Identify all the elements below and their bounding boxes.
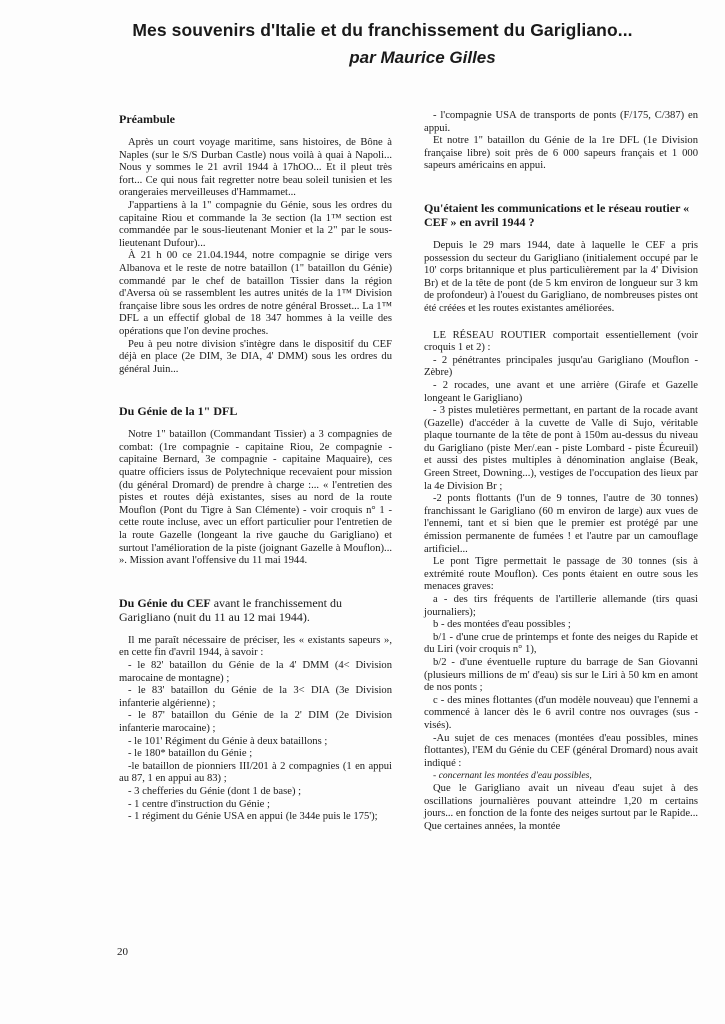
paragraph: J'appartiens à la 1" compagnie du Génie, sous les ordres du capitaine Riou et commande la 3e section (la 1™ section est commandée par le sous-lieutenant Monier et la 2" par le sous-lieutenant Dufour)... bbox=[119, 199, 392, 249]
paragraph: Après un court voyage maritime, sans histoires, de Bône à Naples (sur le S/S Durban Castle) nous voilà à quai à Napoli... Nous y sommes le 21 avril 1944 à 17hOO... Et il pleut très fort... Ce qui nous fait regretter notre beau soleil tunisien et les orangeraies merveilleuses d'Hammamet... bbox=[119, 137, 392, 199]
paragraph: b - des montées d'eau possibles ; bbox=[433, 619, 571, 631]
paragraph: -Au sujet de ces menaces (montées d'eau possibles, mines flottantes), l'EM du Génie du CEF (général Dromard) nous avait indiqué : bbox=[424, 732, 698, 769]
list-item: - 1 centre d'instruction du Génie ; bbox=[128, 798, 270, 810]
list-item: - 3 chefferies du Génie (dont 1 de base) ; bbox=[128, 785, 302, 797]
paragraph: a - des tirs fréquents de l'artillerie allemande (tirs quasi journaliers); bbox=[424, 594, 698, 618]
paragraph: - 3 pistes muletières permettant, en partant de la rocade avant (Gazelle) d'accéder à la cuvette de Valle di Sujo, véritable plaque tournante de la tête de pont à 150m au-dessus du niveau du Garigliano (piste Mer/.ean - piste Lombard - piste Écureuil) et aussi des pistes multiples à dénomination anglaise (Beak, Green Street, Downing...), vestiges de l'occupation des lieux par la 4e Division Br ; bbox=[424, 405, 698, 492]
page-number: 20 bbox=[117, 946, 128, 958]
paragraph: Depuis le 29 mars 1944, date à laquelle le CEF a pris possession du secteur du Garigliano (initialement occupé par le 10' corps britannique et plus particulièrement par la 4' Division Br) et de la tête de pont (de 5 km environ de longueur sur 3 km de profondeur) à l'ouest du Garigliano, de nombreuses pistes ont été créées et les routes existantes améliorées. bbox=[424, 239, 698, 314]
paragraph: Que le Garigliano avait un niveau d'eau sujet à des oscillations journalières pouvant atteindre 1,20 m certains jours... en fonction de la fonte des neiges surtout par le Rapide... Que certaines années, la montée bbox=[424, 782, 698, 832]
paragraph: LE RÉSEAU ROUTIER comportait essentiellement (voir croquis 1 et 2) : bbox=[424, 329, 698, 354]
paragraph: Le pont Tigre permettait le passage de 30 tonnes (sis à extrémité route Mouflon). Ces ponts étaient en outre sous les menaces graves: bbox=[424, 556, 698, 593]
paragraph: b/2 - d'une éventuelle rupture du barrage de San Giovanni (plusieurs millions de m' d'eau) sis sur le Liri à 50 km en amont de nos ponts ; bbox=[424, 656, 698, 694]
paragraph: c - des mines flottantes (d'un modèle nouveau) que l'ennemi a commencé à lancer dès le 6 avril contre nos ouvrages (sus - visés). bbox=[424, 694, 698, 731]
paragraph: Peu à peu notre division s'intègre dans le dispositif du CEF déjà en place (2e DIM, 3e DIA, 4' DMM) sous les ordres du général Juin... bbox=[119, 338, 392, 375]
paragraph: Et notre 1" bataillon du Génie de la 1re DFL (1e Division française libre) soit près de 6 000 sapeurs français et 1 000 sapeurs américains en appui. bbox=[424, 135, 698, 172]
paragraph: -2 ponts flottants (l'un de 9 tonnes, l'autre de 30 tonnes) franchissant le Garigliano (60 m environ de large) aux vues de l'ennemi, tant et si bien que le premier est protégé par une émission permanente de fumées ! et l'autre par un camouflage artificiel... bbox=[424, 493, 698, 555]
paragraph: - concernant les montées d'eau possibles, bbox=[433, 770, 592, 782]
list-item: - le 101' Régiment du Génie à deux bataillons ; bbox=[128, 735, 328, 747]
heading-genie-cef-bold: Du Génie du CEF bbox=[119, 595, 211, 610]
page-title: Mes souvenirs d'Italie et du franchissement du Garigliano... bbox=[132, 20, 633, 40]
list-item: - le 82' bataillon du Génie de la 4' DMM (4< Division marocaine de montagne) ; bbox=[119, 660, 392, 684]
list-item: - le 83' bataillon du Génie de la 3< DIA (3e Division infanterie algérienne) ; bbox=[119, 685, 392, 709]
left-column bbox=[119, 112, 392, 824]
paragraph: - 2 rocades, une avant et une arrière (Girafe et Gazelle longeant le Garigliano) bbox=[424, 379, 698, 404]
list-item: - le 87' bataillon du Génie de la 2' DIM (2e Division infanterie marocaine) ; bbox=[119, 710, 392, 734]
title-block bbox=[0, 20, 725, 68]
list-item: - 1 régiment du Génie USA en appui (le 344e puis le 175'); bbox=[128, 811, 378, 823]
heading-communications: Qu'étaient les communications et le réseau routier « CEF » en avril 1944 ? bbox=[424, 200, 690, 229]
paragraph: Notre 1" bataillon (Commandant Tissier) a 3 compagnies de combat: (1re compagnie - capitaine Riou, 2e compagnie - capitaine Bernard, 3e compagnie - capitaine Maquaire), ces quatre officiers issus de Polytechnique recevaient pour mission (du général Dromard) de prendre à charge :... « l'entretien des pistes et routes déjà existantes, sises au nord de la route Mouflon (Pont du Tigre à San Clémente) - voir croquis n° 1 - cette route incluse, avec un effort particulier pour l'entretien de la route Gazelle (longeant la rive gauche du Garigliano) et surtout l'amélioration de la piste (joignant Gazelle à Mouflon)... ». Mission avant l'offensive du 11 mai 1944. bbox=[119, 429, 392, 567]
heading-preambule: Préambule bbox=[119, 112, 175, 126]
paragraph: Il me paraît nécessaire de préciser, les « existants sapeurs », en cette fin d'avril 1944, à savoir : bbox=[119, 634, 392, 659]
paragraph: - 2 pénétrantes principales jusqu'au Garigliano (Mouflon - Zèbre) bbox=[424, 354, 698, 379]
author-byline: par Maurice Gilles bbox=[349, 48, 496, 67]
paragraph: À 21 h 00 ce 21.04.1944, notre compagnie se dirige vers Albanova et le reste de notre bataillon (1" bataillon du Génie) commandé par le chef de bataillon Tissier dans la région d'Aversa où se rassemblent les autres unités de la 1™ Division française libre sous les ordres de notre général Brosset... La 1™ DFL a un effectif global de 18 347 hommes à la veille des opérations que l'on devine proches. bbox=[119, 250, 392, 337]
right-column bbox=[424, 110, 698, 833]
heading-genie-dfl: Du Génie de la 1" DFL bbox=[119, 404, 238, 419]
heading-genie-cef-rest: avant le franchissement du Garigliano (nuit du 11 au 12 mai 1944). bbox=[119, 595, 342, 624]
paragraph: b/1 - d'une crue de printemps et fonte des neiges du Rapide et du Liri (voir croquis n° 1), bbox=[424, 631, 698, 656]
list-item: - le 180* bataillon du Génie ; bbox=[128, 748, 253, 760]
heading-genie-cef bbox=[119, 596, 392, 624]
list-item: -le bataillon de pionniers III/201 à 2 compagnies (1 en appui au 87, 1 en appui au 83) ; bbox=[119, 760, 392, 785]
paragraph: - l'compagnie USA de transports de ponts (F/175, C/387) en appui. bbox=[424, 110, 698, 134]
